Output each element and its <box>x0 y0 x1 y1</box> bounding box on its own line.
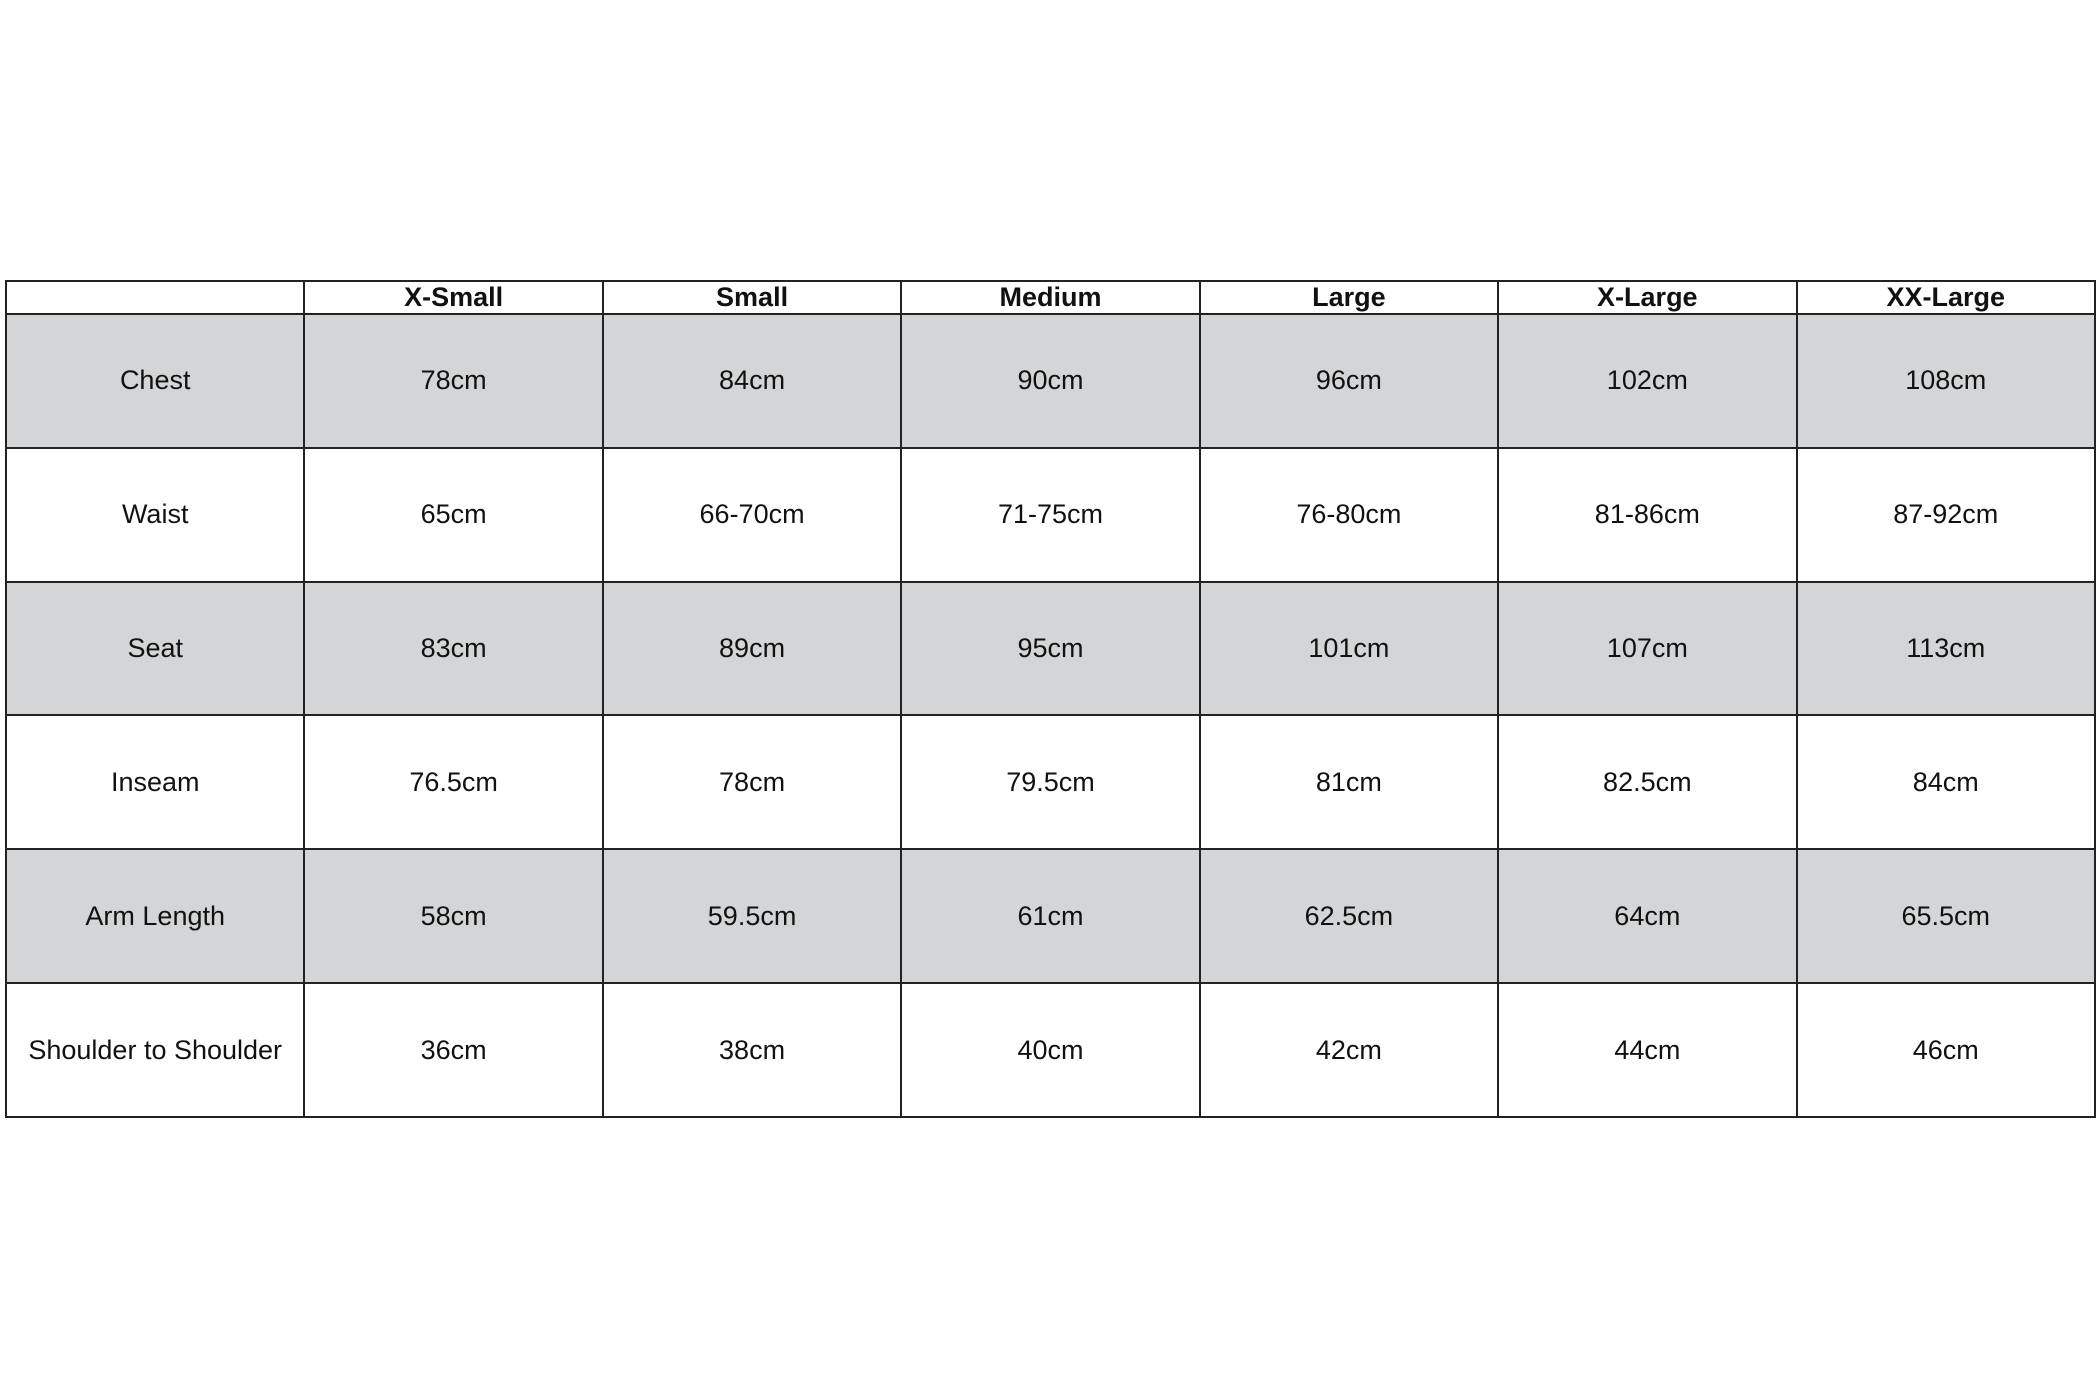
row-label: Waist <box>6 448 304 582</box>
table-row-seat <box>6 582 2095 716</box>
table-cell: 38cm <box>603 983 901 1117</box>
table-row-inseam <box>6 715 2095 849</box>
table-cell: 78cm <box>304 314 602 448</box>
row-label: Seat <box>6 582 304 716</box>
table-cell: 36cm <box>304 983 602 1117</box>
table-cell: 113cm <box>1797 582 2095 716</box>
table-cell: 96cm <box>1200 314 1498 448</box>
table-cell: 84cm <box>1797 715 2095 849</box>
table-cell: 108cm <box>1797 314 2095 448</box>
column-header-xx-large: XX-Large <box>1797 281 2095 314</box>
table-cell: 64cm <box>1498 849 1796 983</box>
table-cell: 101cm <box>1200 582 1498 716</box>
row-label: Chest <box>6 314 304 448</box>
table-cell: 62.5cm <box>1200 849 1498 983</box>
table-cell: 102cm <box>1498 314 1796 448</box>
table-cell: 76-80cm <box>1200 448 1498 582</box>
table-cell: 58cm <box>304 849 602 983</box>
table-row-shoulder-to-shoulder <box>6 983 2095 1117</box>
corner-cell <box>6 281 304 314</box>
table-cell: 61cm <box>901 849 1199 983</box>
column-header-x-large: X-Large <box>1498 281 1796 314</box>
column-header-small: Small <box>603 281 901 314</box>
table-cell: 76.5cm <box>304 715 602 849</box>
table-cell: 83cm <box>304 582 602 716</box>
table-cell: 59.5cm <box>603 849 901 983</box>
table-cell: 90cm <box>901 314 1199 448</box>
column-header-x-small: X-Small <box>304 281 602 314</box>
table-cell: 82.5cm <box>1498 715 1796 849</box>
table-cell: 87-92cm <box>1797 448 2095 582</box>
table-cell: 44cm <box>1498 983 1796 1117</box>
table-cell: 42cm <box>1200 983 1498 1117</box>
table-row-waist <box>6 448 2095 582</box>
table-cell: 40cm <box>901 983 1199 1117</box>
table-cell: 78cm <box>603 715 901 849</box>
row-label: Inseam <box>6 715 304 849</box>
row-label: Shoulder to Shoulder <box>6 983 304 1117</box>
header-row <box>6 281 2095 314</box>
table-cell: 65cm <box>304 448 602 582</box>
table-cell: 66-70cm <box>603 448 901 582</box>
table-cell: 107cm <box>1498 582 1796 716</box>
table-cell: 65.5cm <box>1797 849 2095 983</box>
table-row-arm-length <box>6 849 2095 983</box>
table-cell: 84cm <box>603 314 901 448</box>
column-header-medium: Medium <box>901 281 1199 314</box>
table-cell: 95cm <box>901 582 1199 716</box>
table-cell: 81cm <box>1200 715 1498 849</box>
table-cell: 79.5cm <box>901 715 1199 849</box>
table-cell: 89cm <box>603 582 901 716</box>
table-cell: 46cm <box>1797 983 2095 1117</box>
row-label: Arm Length <box>6 849 304 983</box>
table-cell: 81-86cm <box>1498 448 1796 582</box>
table-row-chest <box>6 314 2095 448</box>
column-header-large: Large <box>1200 281 1498 314</box>
table-cell: 71-75cm <box>901 448 1199 582</box>
size-chart-table <box>5 280 2096 1118</box>
